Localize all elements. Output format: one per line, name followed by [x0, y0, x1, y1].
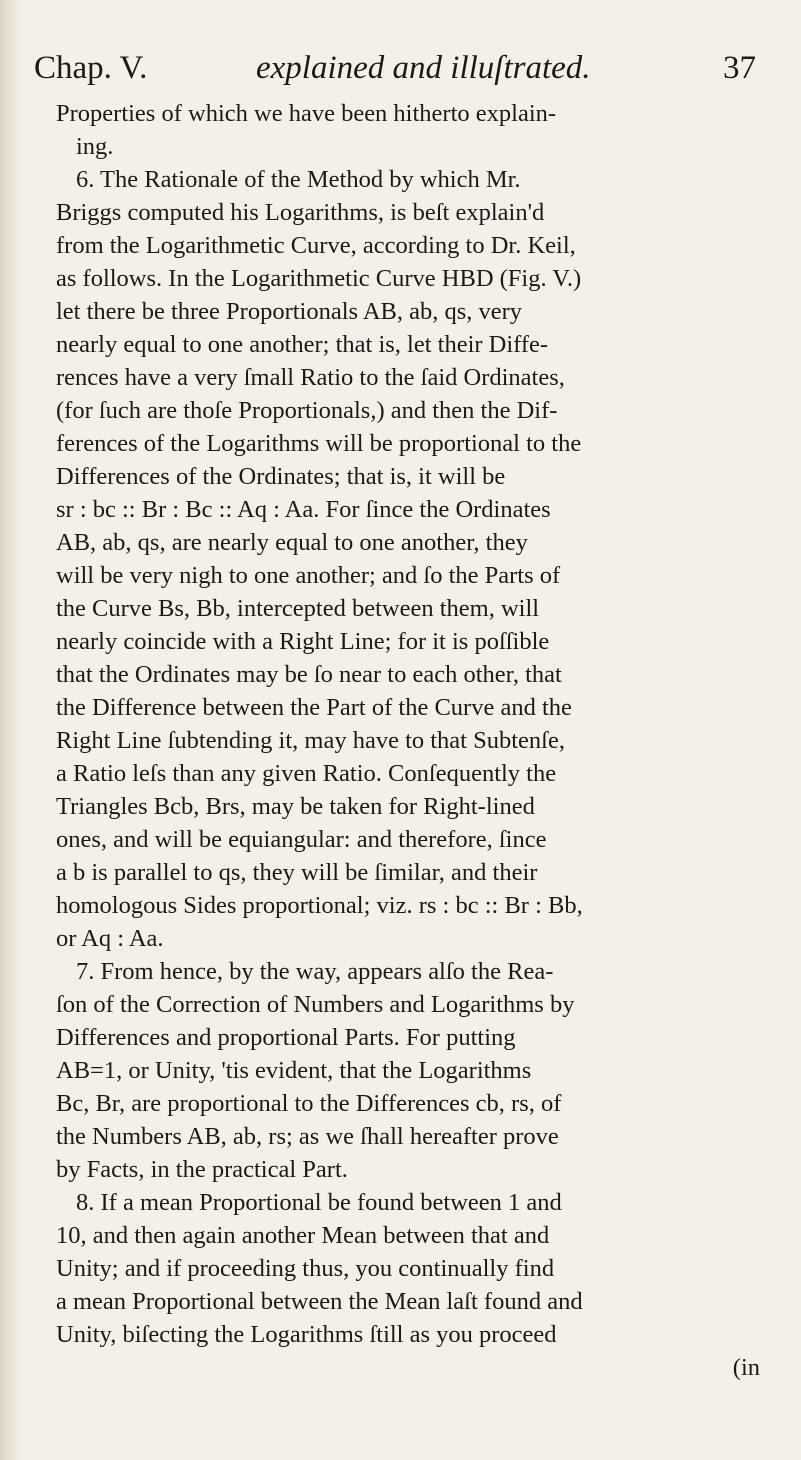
chapter-label: Chap. V.	[34, 50, 148, 86]
text-line: Triangles Bcb, Brs, may be taken for Right-lined	[56, 793, 535, 820]
running-head	[34, 44, 756, 92]
catchword: (in	[732, 1354, 760, 1381]
text-line: that the Ordinates may be ſo near to each other, that	[56, 661, 562, 688]
text-line: will be very nigh to one another; and ſo the Parts of	[56, 562, 561, 589]
paragraph-8-start: 8. If a mean Proportional be found between 1 and	[76, 1189, 562, 1216]
binding-edge	[0, 0, 22, 1460]
text-line: from the Logarithmetic Curve, according to Dr. Keil,	[56, 232, 576, 259]
text-line: Differences of the Ordinates; that is, it will be	[56, 463, 506, 490]
text-line: 10, and then again another Mean between that and	[56, 1222, 550, 1249]
text-line: nearly equal to one another; that is, let their Diffe-	[56, 331, 549, 358]
text-line: (for ſuch are thoſe Proportionals,) and then the Dif-	[56, 397, 558, 424]
text-line: the Numbers AB, ab, rs; as we ſhall hereafter prove	[56, 1123, 559, 1150]
text-line: let there be three Proportionals AB, ab, qs, very	[56, 298, 523, 325]
text-line: nearly coincide with a Right Line; for it is poſſible	[56, 628, 550, 655]
text-line: AB=1, or Unity, 'tis evident, that the Logarithms	[56, 1057, 532, 1084]
running-title: explained and illuſtrated.	[256, 50, 591, 86]
text-line: ferences of the Logarithms will be proportional to the	[56, 430, 582, 457]
text-line: a Ratio leſs than any given Ratio. Conſequently the	[56, 760, 557, 787]
text-line: Properties of which we have been hitherto explain-	[56, 100, 557, 127]
paragraph-7-start: 7. From hence, by the way, appears alſo the Rea-	[76, 958, 554, 985]
text-line: ing.	[76, 133, 114, 160]
text-line: ones, and will be equiangular: and therefore, ſince	[56, 826, 547, 853]
paragraph-6-start: 6. The Rationale of the Method by which Mr.	[76, 166, 521, 193]
text-line: or Aq : Aa.	[56, 925, 164, 952]
text-line: the Curve Bs, Bb, intercepted between them, will	[56, 595, 540, 622]
body-text	[56, 97, 772, 1384]
text-line: rences have a very ſmall Ratio to the ſaid Ordinates,	[56, 364, 565, 391]
page-number: 37	[723, 50, 756, 86]
text-line: Right Line ſubtending it, may have to that Subtenſe,	[56, 727, 565, 754]
text-line: Unity; and if proceeding thus, you continually find	[56, 1255, 555, 1282]
text-line: Briggs computed his Logarithms, is beſt explain'd	[56, 199, 545, 226]
text-line: as follows. In the Logarithmetic Curve HBD (Fig. V.)	[56, 265, 582, 292]
text-line: Unity, biſecting the Logarithms ſtill as you proceed	[56, 1321, 557, 1348]
text-line: homologous Sides proportional; viz. rs : bc :: Br : Bb,	[56, 892, 583, 919]
text-line: Differences and proportional Parts. For putting	[56, 1024, 516, 1051]
text-line: a mean Proportional between the Mean laſt found and	[56, 1288, 583, 1315]
text-line: by Facts, in the practical Part.	[56, 1156, 348, 1183]
text-line: Bc, Br, are proportional to the Differences cb, rs, of	[56, 1090, 562, 1117]
text-line: a b is parallel to qs, they will be ſimilar, and their	[56, 859, 538, 886]
text-line: the Difference between the Part of the Curve and the	[56, 694, 572, 721]
text-line: sr : bc :: Br : Bc :: Aq : Aa. For ſince the Ordinates	[56, 496, 551, 523]
text-line: AB, ab, qs, are nearly equal to one another, they	[56, 529, 528, 556]
text-line: ſon of the Correction of Numbers and Logarithms by	[56, 991, 575, 1018]
